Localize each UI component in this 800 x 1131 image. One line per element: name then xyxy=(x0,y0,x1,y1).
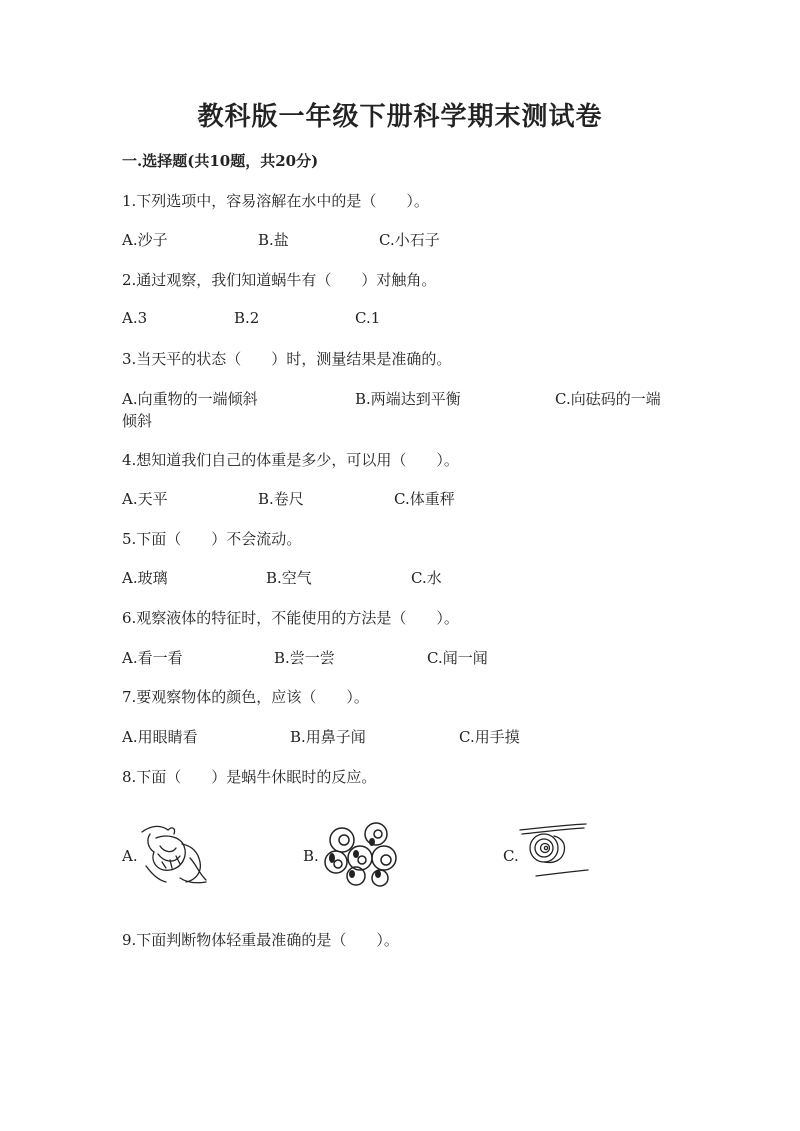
q6-option-b[interactable]: B.尝一尝 xyxy=(274,649,335,667)
q6-option-c[interactable]: C.闻一闻 xyxy=(427,649,488,667)
q1-option-a[interactable]: A.沙子 xyxy=(122,231,168,249)
q8-option-a[interactable]: A. xyxy=(122,847,138,865)
question-4: 4.想知道我们自己的体重是多少，可以用（ ）。 xyxy=(122,451,459,469)
q5-option-c[interactable]: C.水 xyxy=(411,569,442,587)
snail-in-shell-opening-icon xyxy=(136,822,211,886)
q4-option-c[interactable]: C.体重秤 xyxy=(394,490,455,508)
q4-option-a[interactable]: A.天平 xyxy=(122,490,168,508)
q8-option-c[interactable]: C. xyxy=(503,847,519,865)
question-8: 8.下面（ ）是蜗牛休眠时的反应。 xyxy=(122,768,377,786)
q1-option-b[interactable]: B.盐 xyxy=(258,231,289,249)
question-7: 7.要观察物体的颜色，应该（ ）。 xyxy=(122,688,369,706)
q5-option-a[interactable]: A.玻璃 xyxy=(122,569,168,587)
clustered-snails-icon xyxy=(322,818,404,888)
q2-option-c[interactable]: C.1 xyxy=(355,309,381,327)
question-6: 6.观察液体的特征时，不能使用的方法是（ ）。 xyxy=(122,609,459,627)
q3-option-b[interactable]: B.两端达到平衡 xyxy=(355,390,461,408)
q8-option-b[interactable]: B. xyxy=(303,847,319,865)
q3-option-c[interactable]: C.向砝码的一端 xyxy=(555,390,661,408)
question-3: 3.当天平的状态（ ）时，测量结果是准确的。 xyxy=(122,350,452,368)
q1-option-c[interactable]: C.小石子 xyxy=(379,231,440,249)
q4-option-b[interactable]: B.卷尺 xyxy=(258,490,304,508)
question-1: 1.下列选项中，容易溶解在水中的是（ ）。 xyxy=(122,192,429,210)
question-5: 5.下面（ ）不会流动。 xyxy=(122,530,302,548)
snail-on-twig-icon xyxy=(518,822,590,884)
question-9: 9.下面判断物体轻重最准确的是（ ）。 xyxy=(122,931,399,949)
q7-option-b[interactable]: B.用鼻子闻 xyxy=(290,728,366,746)
page-title: 教科版一年级下册科学期末测试卷 xyxy=(197,102,603,132)
q7-option-a[interactable]: A.用眼睛看 xyxy=(122,728,198,746)
section-heading: 一.选择题(共10题，共20分) xyxy=(122,152,319,170)
q3-option-a[interactable]: A.向重物的一端倾斜 xyxy=(122,390,258,408)
q3-option-c-continued: 倾斜 xyxy=(122,412,153,430)
q7-option-c[interactable]: C.用手摸 xyxy=(459,728,520,746)
q6-option-a[interactable]: A.看一看 xyxy=(122,649,183,667)
q2-option-b[interactable]: B.2 xyxy=(234,309,260,327)
q2-option-a[interactable]: A.3 xyxy=(122,309,148,327)
q5-option-b[interactable]: B.空气 xyxy=(266,569,312,587)
question-2: 2.通过观察，我们知道蜗牛有（ ）对触角。 xyxy=(122,271,437,289)
